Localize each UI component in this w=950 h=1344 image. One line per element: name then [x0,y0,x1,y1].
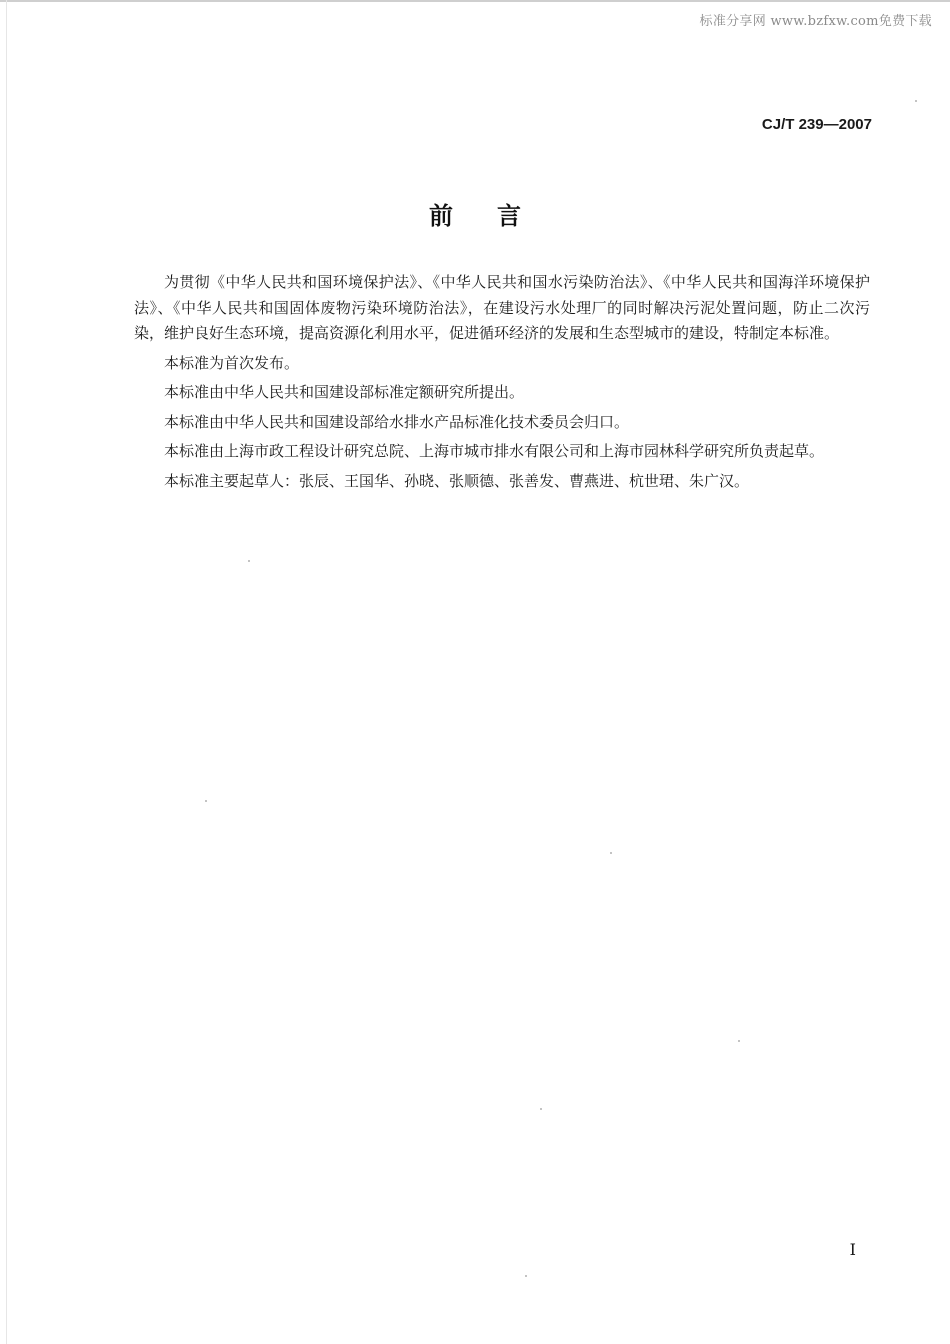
scan-speck [540,1108,542,1110]
scan-speck [738,1040,740,1042]
scan-speck [525,1275,527,1277]
paragraph-managed-by: 本标准由中华人民共和国建设部给水排水产品标准化技术委员会归口。 [164,412,630,431]
scan-speck [205,800,207,802]
watermark: 标准分享网 www.bzfxw.com免费下载 [699,14,932,29]
page-number: I [849,1240,856,1259]
paragraph-first-release: 本标准为首次发布。 [164,353,300,372]
paragraph-drafters: 本标准主要起草人：张辰、王国华、孙晓、张顺德、张善发、曹燕进、杭世珺、朱广汉。 [164,471,750,490]
page-title: 前言 [429,202,565,230]
scan-speck [610,852,612,854]
paragraph-purpose: 为贯彻《中华人民共和国环境保护法》、《中华人民共和国水污染防治法》、《中华人民共和国海洋环境保护法》、《中华人民共和国固体废物污染环境防治法》，在建设污水处理厂的同时解决污泥处置问题，防止二次污染，维护良好生态环境，提高资源化利用水平，促进循环经济的发展和生态型城市的建设，特制定本标准。 [134,273,870,342]
scan-speck [915,100,917,102]
scan-speck [248,560,250,562]
scan-top-border [0,0,950,2]
paragraph-drafted-by: 本标准由上海市政工程设计研究总院、上海市城市排水有限公司和上海市园林科学研究所负责起草。 [164,442,825,460]
body-text [134,270,870,498]
paragraph-proposed-by: 本标准由中华人民共和国建设部标准定额研究所提出。 [164,383,525,401]
standard-code: CJ/T 239—2007 [761,116,872,133]
